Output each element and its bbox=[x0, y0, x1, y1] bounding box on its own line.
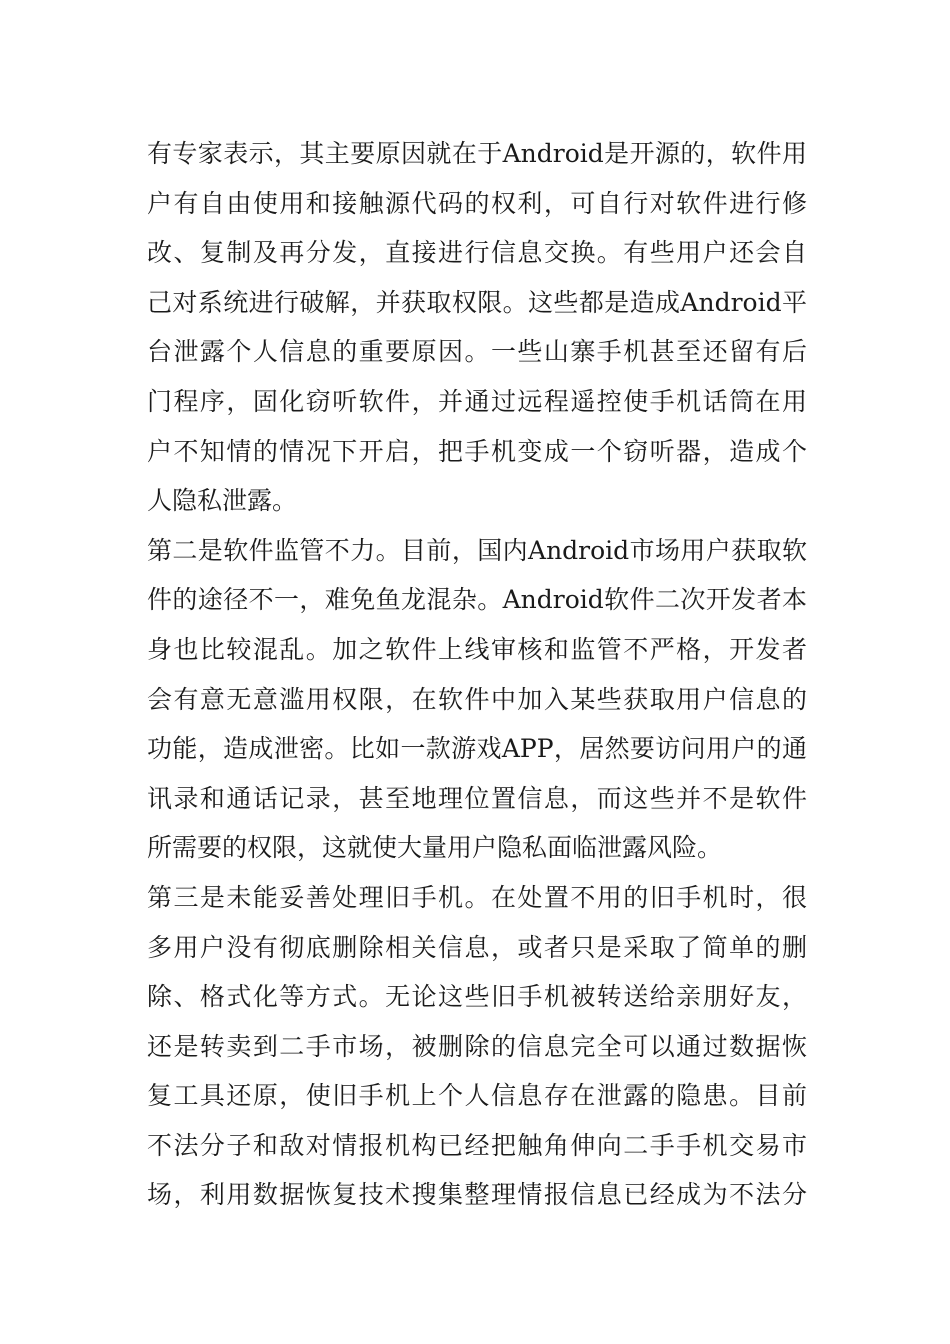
text-line: 户有自由使用和接触源代码的权利，可自行对软件进行修 bbox=[147, 188, 807, 218]
text-line: 第二是软件监管不力。目前，国内Android市场用户获取软 bbox=[147, 535, 807, 565]
document-body bbox=[147, 129, 807, 1220]
text-line: 场，利用数据恢复技术搜集整理情报信息已经成为不法分 bbox=[147, 1180, 807, 1210]
text-line: 功能，造成泄密。比如一款游戏APP，居然要访问用户的通 bbox=[147, 734, 807, 764]
text-line: 件的途径不一，难免鱼龙混杂。Android软件二次开发者本 bbox=[147, 585, 807, 615]
text-line: 会有意无意滥用权限，在软件中加入某些获取用户信息的 bbox=[147, 684, 807, 714]
text-line: 身也比较混乱。加之软件上线审核和监管不严格，开发者 bbox=[147, 634, 807, 664]
text-line: 第三是未能妥善处理旧手机。在处置不用的旧手机时，很 bbox=[147, 882, 807, 912]
text-line: 所需要的权限，这就使大量用户隐私面临泄露风险。 bbox=[147, 833, 723, 863]
text-line: 门程序，固化窃听软件，并通过远程遥控使手机话筒在用 bbox=[147, 386, 807, 416]
text-line: 改、复制及再分发，直接进行信息交换。有些用户还会自 bbox=[147, 238, 807, 268]
text-line: 有专家表示，其主要原因就在于Android是开源的，软件用 bbox=[147, 139, 807, 168]
text-line: 还是转卖到二手市场，被删除的信息完全可以通过数据恢 bbox=[147, 1031, 807, 1061]
text-line: 台泄露个人信息的重要原因。一些山寨手机甚至还留有后 bbox=[147, 337, 807, 367]
text-line: 讯录和通话记录，甚至地理位置信息，而这些并不是软件 bbox=[147, 783, 807, 813]
text-line: 除、格式化等方式。无论这些旧手机被转送给亲朋好友， bbox=[147, 982, 807, 1012]
text-line: 己对系统进行破解，并获取权限。这些都是造成Android平 bbox=[147, 287, 807, 317]
text-line: 多用户没有彻底删除相关信息，或者只是采取了简单的删 bbox=[147, 932, 807, 962]
text-line: 复工具还原，使旧手机上个人信息存在泄露的隐患。目前 bbox=[147, 1081, 807, 1111]
text-line: 不法分子和敌对情报机构已经把触角伸向二手手机交易市 bbox=[147, 1130, 807, 1160]
text-line: 户不知情的情况下开启，把手机变成一个窃听器，造成个 bbox=[147, 436, 807, 466]
text-line: 人隐私泄露。 bbox=[147, 486, 298, 516]
